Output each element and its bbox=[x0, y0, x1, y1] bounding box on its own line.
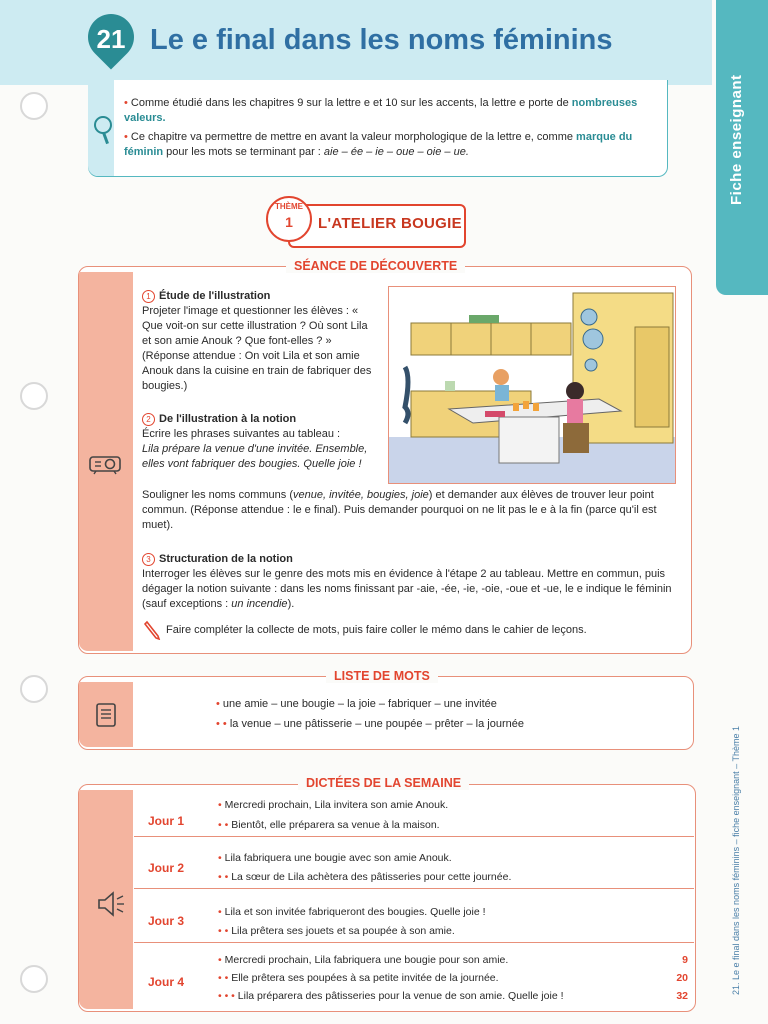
step-2-italic bbox=[142, 442, 382, 472]
dictee-separator bbox=[134, 836, 694, 837]
word-list-line2: la venue – une pâtisserie – une poupée – prêter – la journée bbox=[229, 718, 524, 730]
jour-label: Jour 2 bbox=[148, 861, 185, 875]
word-count: 20 bbox=[676, 972, 688, 984]
dictee-line bbox=[218, 871, 511, 883]
dictee-text: Elle prêtera ses poupées à sa petite invitée de la journée. bbox=[231, 972, 499, 984]
dots: • bbox=[218, 852, 222, 864]
word-count: 32 bbox=[676, 990, 688, 1002]
step-text-b: Lila prépare la venue d'une invitée. Ensemble, elles vont fabriquer des bougies. Quelle joie ! bbox=[142, 443, 368, 470]
binder-hole bbox=[20, 675, 48, 703]
dictee-separator bbox=[134, 888, 694, 889]
page-title: Le e final dans les noms féminins bbox=[150, 24, 613, 56]
side-tab-label: Fiche enseignant bbox=[728, 74, 745, 206]
dictee-separator bbox=[134, 942, 694, 943]
jour-label: Jour 1 bbox=[148, 814, 185, 828]
step-text-e: ) et demander aux élèves de trouver leur point commun. (Réponse attendue : le e final). Puis demander pourquoi on ne lit pas le e à la fin (parce qu'il est muet). bbox=[142, 489, 657, 531]
step-3 bbox=[142, 552, 672, 612]
dots: • bbox=[218, 799, 222, 811]
intro-line1-highlight: nombreuses valeurs. bbox=[124, 97, 638, 124]
word-list-line1: une amie – une bougie – la joie – fabriquer – une invitée bbox=[222, 698, 497, 710]
step-text-d: venue, invitée, bougies, joie bbox=[293, 489, 429, 501]
dots: • • bbox=[218, 871, 229, 883]
step-text-c: ). bbox=[287, 598, 295, 610]
dictee-line bbox=[218, 990, 564, 1002]
intro-line2: Ce chapitre va permettre de mettre en avant la valeur morphologique de la lettre e, comme bbox=[130, 131, 573, 143]
step-number: 2 bbox=[142, 413, 155, 426]
dictee-text: La sœur de Lila achètera des pâtisseries pour cette journée. bbox=[231, 871, 512, 883]
dots: • bbox=[218, 906, 222, 918]
step-1 bbox=[142, 289, 378, 394]
step-heading: Étude de l'illustration bbox=[159, 290, 271, 302]
step-number: 3 bbox=[142, 553, 155, 566]
intro-line2-cont: pour les mots se terminant par : bbox=[163, 146, 324, 158]
speaker-icon bbox=[96, 890, 128, 923]
theme-word: THÈME bbox=[275, 202, 303, 211]
step-heading: De l'illustration à la notion bbox=[159, 413, 297, 425]
step-2-cont bbox=[142, 488, 672, 533]
dots: • • • bbox=[218, 990, 235, 1002]
pencil-icon bbox=[144, 620, 162, 645]
step-number: 1 bbox=[142, 290, 155, 303]
step-text-a: Interroger les élèves sur le genre des mots mis en évidence à l'étape 2 au tableau. Mettre en commun, puis dégager la notion suivante : dans les noms finissant par -aie, -ée, -ie, -oie, -oue et -ue, le e indique le féminin (sauf exceptions : bbox=[142, 568, 672, 610]
projector-icon bbox=[88, 453, 122, 480]
decouverte-title: SÉANCE DE DÉCOUVERTE bbox=[286, 259, 465, 273]
intro-line2-endings: aie – ée – ie – oue – oie – ue. bbox=[323, 146, 469, 158]
dots: • • bbox=[218, 819, 229, 831]
intro-text: • Comme étudié dans les chapitres 9 sur la lettre e et 10 sur les accents, la lettre e porte de nombreuses valeurs. • Ce chapitre va permettre de mettre en avant la valeur morphologique de la lettre e, comme marque du féminin pour les mots se terminant par : aie – ée – ie – oue – oie – ue. bbox=[124, 97, 638, 158]
dictee-line bbox=[218, 972, 499, 984]
theme-title: L'ATELIER BOUGIE bbox=[318, 215, 462, 232]
step-heading: Structuration de la notion bbox=[159, 553, 293, 565]
word-count: 9 bbox=[682, 954, 688, 966]
dictee-text: Lila et son invitée fabriqueront des bougies. Quelle joie ! bbox=[224, 906, 486, 918]
pencil-note: Faire compléter la collecte de mots, puis faire coller le mémo dans le cahier de leçons. bbox=[166, 624, 587, 636]
dictee-text: Mercredi prochain, Lila invitera son amie Anouk. bbox=[224, 799, 449, 811]
binder-hole bbox=[20, 92, 48, 120]
dictee-text: Mercredi prochain, Lila fabriquera une bougie pour son amie. bbox=[224, 954, 509, 966]
chapter-number: 21 bbox=[96, 24, 126, 54]
word-list: • une amie – une bougie – la joie – fabriquer – une invitée • • la venue – une pâtisserie – une poupée – prêter – la journée bbox=[216, 698, 524, 730]
dictee-line bbox=[218, 819, 440, 831]
step-text: Projeter l'image et questionner les élèves : « Que voit-on sur cette illustration ? Où sont Lila et son amie Anouk ? Que font-elles ? » (Réponse attendue : On voit Lila et son amie Anouk dans la cuisine en train de fabriquer des bougies.) bbox=[142, 305, 372, 392]
binder-hole bbox=[20, 965, 48, 993]
dictee-line bbox=[218, 925, 455, 937]
dictees-title: DICTÉES DE LA SEMAINE bbox=[298, 776, 469, 790]
dictee-line bbox=[218, 906, 486, 918]
intro-line2-highlight: marque du féminin bbox=[124, 131, 633, 158]
intro-line1: Comme étudié dans les chapitres 9 sur la lettre e et 10 sur les accents, la lettre e porte de bbox=[130, 97, 569, 109]
liste-title: LISTE DE MOTS bbox=[326, 669, 438, 683]
step-text-c: Souligner les noms communs ( bbox=[142, 489, 294, 501]
footer-label: 21. Le e final dans les noms féminins – fiche enseignant – Thème 1 bbox=[731, 726, 741, 995]
dictee-text: Lila préparera des pâtisseries pour la venue de son amie. Quelle joie ! bbox=[237, 990, 564, 1002]
dictee-text: Lila prêtera ses jouets et sa poupée à son amie. bbox=[231, 925, 455, 937]
dictee-line bbox=[218, 852, 452, 864]
dictee-text: Bientôt, elle préparera sa venue à la maison. bbox=[231, 819, 440, 831]
dictee-text: Lila fabriquera une bougie avec son amie Anouk. bbox=[224, 852, 452, 864]
theme-number: 1 bbox=[285, 214, 293, 230]
dots: • • bbox=[218, 925, 229, 937]
dictee-line bbox=[218, 954, 508, 966]
dots: • bbox=[218, 954, 222, 966]
step-2 bbox=[142, 412, 382, 442]
step-text-b: un incendie bbox=[231, 598, 288, 610]
binder-hole bbox=[20, 382, 48, 410]
dots: • • bbox=[218, 972, 229, 984]
dictee-line bbox=[218, 799, 448, 811]
jour-label: Jour 3 bbox=[148, 914, 185, 928]
step-text-a: Écrire les phrases suivantes au tableau : bbox=[142, 428, 341, 440]
jour-label: Jour 4 bbox=[148, 975, 185, 989]
notebook-icon bbox=[94, 702, 118, 733]
kitchen-illustration bbox=[388, 286, 676, 484]
